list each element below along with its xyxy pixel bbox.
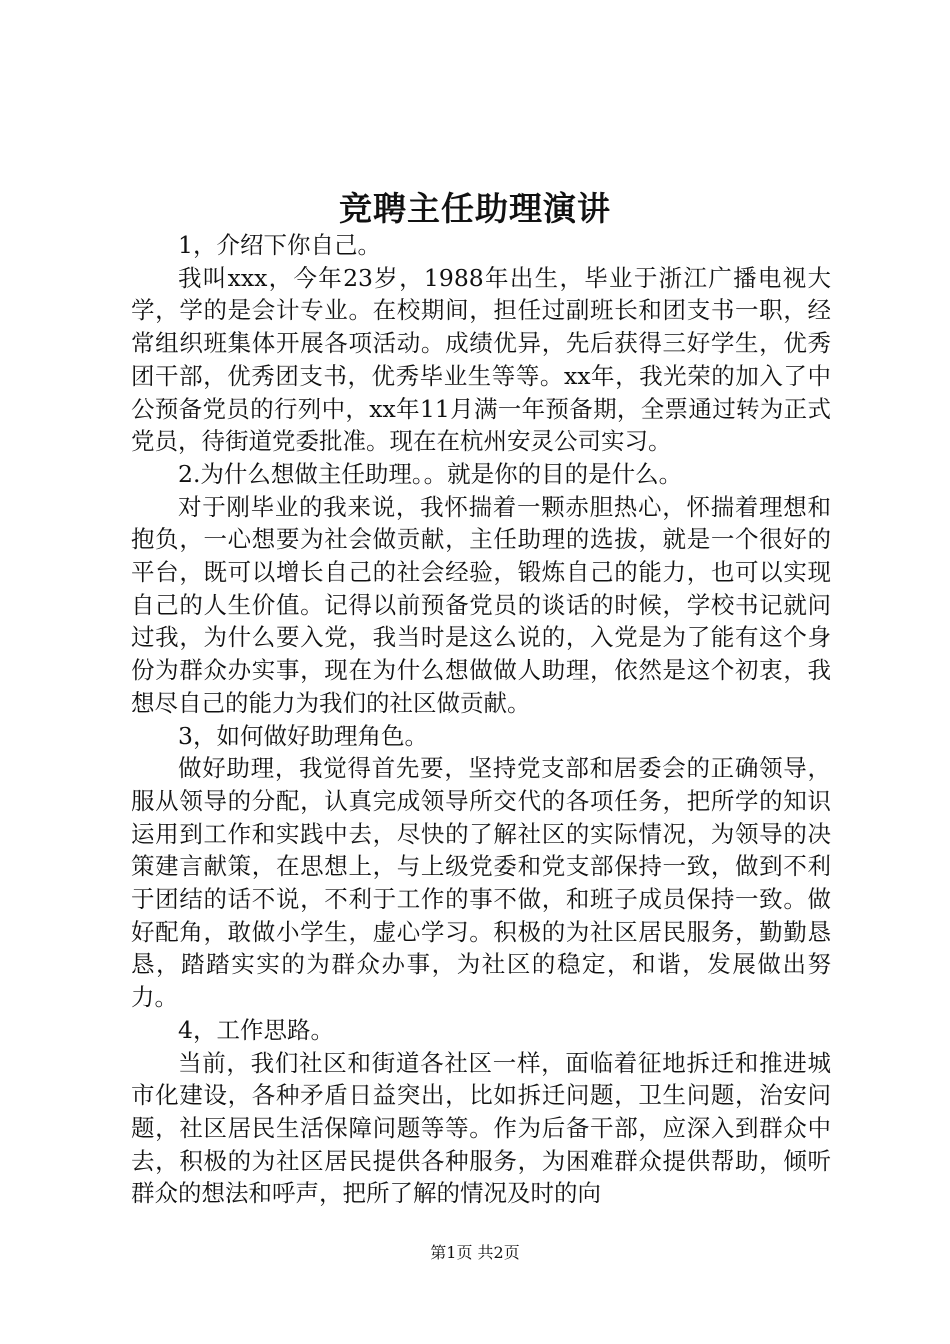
document-body xyxy=(131,229,831,1210)
paragraph: 对于刚毕业的我来说，我怀揣着一颗赤胆热心，怀揣着理想和抱负，一心想要为社会做贡献，主任助理的选拔，就是一个很好的平台，既可以增长自己的社会经验，锻炼自己的能力，也可以实现自己的人生价值。记得以前预备党员的谈话的时候，学校书记就问过我，为什么要入党，我当时是这么说的，入党是为了能有这个身份为群众办实事，现在为什么想做做人助理，依然是这个初衷，我想尽自己的能力为我们的社区做贡献。 xyxy=(131,492,831,717)
paragraph: 我叫xxx，今年23岁，1988年出生，毕业于浙江广播电视大学，学的是会计专业。在校期间，担任过副班长和团支书一职，经常组织班集体开展各项活动。成绩优异，先后获得三好学生，优秀团干部，优秀团支书，优秀毕业生等等。xx年，我光荣的加入了中公预备党员的行列中，xx年11月满一年预备期，全票通过转为正式党员，待街道党委批准。现在在杭州安灵公司实习。 xyxy=(131,263,831,456)
paragraph-heading-1: 1，介绍下你自己。 xyxy=(178,231,381,259)
paragraph: 做好助理，我觉得首先要，坚持党支部和居委会的正确领导，服从领导的分配，认真完成领导所交代的各项任务，把所学的知识运用到工作和实践中去，尽快的了解社区的实际情况，为领导的决策建言献策，在思想上，与上级党委和党支部保持一致，做到不利于团结的话不说，不利于工作的事不做，和班子成员保持一致。做好配角，敢做小学生，虚心学习。积极的为社区居民服务，勤勤恳恳，踏踏实实的为群众办事，为社区的稳定，和谐，发展做出努力。 xyxy=(131,754,831,1012)
paragraph-heading-2: 2.为什么想做主任助理。。就是你的目的是什么。 xyxy=(178,459,683,488)
paragraph: 当前，我们社区和街道各社区一样，面临着征地拆迁和推进城市化建设，各种矛盾日益突出，比如拆迁问题，卫生问题，治安问题，社区居民生活保障问题等等。作为后备干部，应深入到群众中去，积极的为社区居民提供各种服务，为困难群众提供帮助，倾听群众的想法和呼声，把所了解的情况及时的向 xyxy=(131,1048,831,1208)
page-footer: 第1页 共2页 xyxy=(430,1243,520,1262)
paragraph-heading-4: 4，工作思路。 xyxy=(178,1015,334,1044)
document-title: 竞聘主任助理演讲 xyxy=(339,189,611,228)
paragraph-heading-3: 3，如何做好助理角色。 xyxy=(178,721,428,750)
